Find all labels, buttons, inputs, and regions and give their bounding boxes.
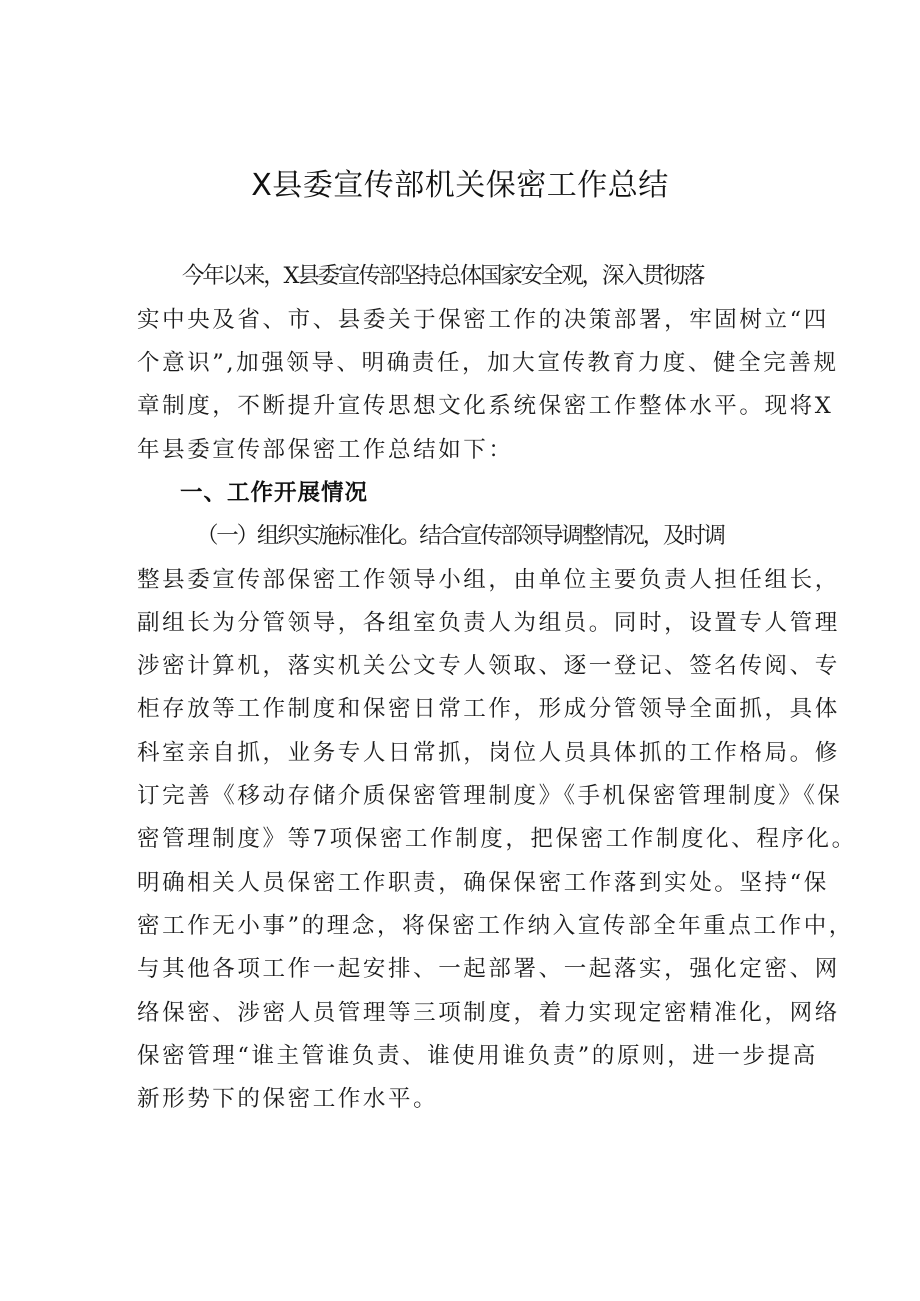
intro-line: 今年以来，X县委宣传部坚持总体国家安全观，深入贯彻落	[182, 263, 704, 289]
intro-line: 年县委宣传部保密工作总结如下：	[137, 437, 514, 463]
paragraph-line: 涉密计算机，落实机关公文专人领取、逐一登记、签名传阅、专	[137, 653, 840, 679]
intro-line: 实中央及省、市、县委关于保密工作的决策部署，牢固树立“四	[137, 307, 829, 333]
intro-line: 章制度，不断提升宣传思想文化系统保密工作整体水平。现将X	[137, 393, 834, 419]
paragraph-line: 新形势下的保密工作水平。	[137, 1086, 439, 1112]
paragraph-line: 柜存放等工作制度和保密日常工作，形成分管领导全面抓，具体	[137, 696, 840, 722]
paragraph-line: 密管理制度》等7项保密工作制度，把保密工作制度化、程序化。	[137, 826, 857, 852]
paragraph-line: 密工作无小事”的理念，将保密工作纳入宣传部全年重点工作中，	[137, 913, 854, 939]
intro-line: 个意识”,加强领导、明确责任，加大宣传教育力度、健全完善规	[137, 350, 839, 376]
paragraph-line: 订完善《移动存储介质保密管理制度》《手机保密管理制度》《保	[137, 783, 843, 809]
section-heading: 一、工作开展情况	[180, 480, 369, 506]
paragraph-line: 科室亲自抓，业务专人日常抓，岗位人员具体抓的工作格局。修	[137, 740, 840, 766]
paragraph-line: 明确相关人员保密工作职责，确保保密工作落到实处。坚持“保	[137, 870, 829, 896]
paragraph-line: 副组长为分管领导，各组室负责人为组员。同时，设置专人管理	[137, 610, 840, 636]
paragraph-line: 整县委宣传部保密工作领导小组，由单位主要负责人担任组长，	[137, 567, 840, 593]
paragraph-line: 保密管理“谁主管谁负责、谁使用谁负责”的原则，进一步提高	[137, 1043, 818, 1069]
paragraph-line: （一）组织实施标准化。结合宣传部领导调整情况，及时调	[196, 523, 724, 549]
paragraph-line: 与其他各项工作一起安排、一起部署、一起落实，强化定密、网	[137, 956, 840, 982]
document-title: X县委宣传部机关保密工作总结	[251, 168, 669, 203]
paragraph-line: 络保密、涉密人员管理等三项制度，着力实现定密精准化，网络	[137, 1000, 840, 1026]
